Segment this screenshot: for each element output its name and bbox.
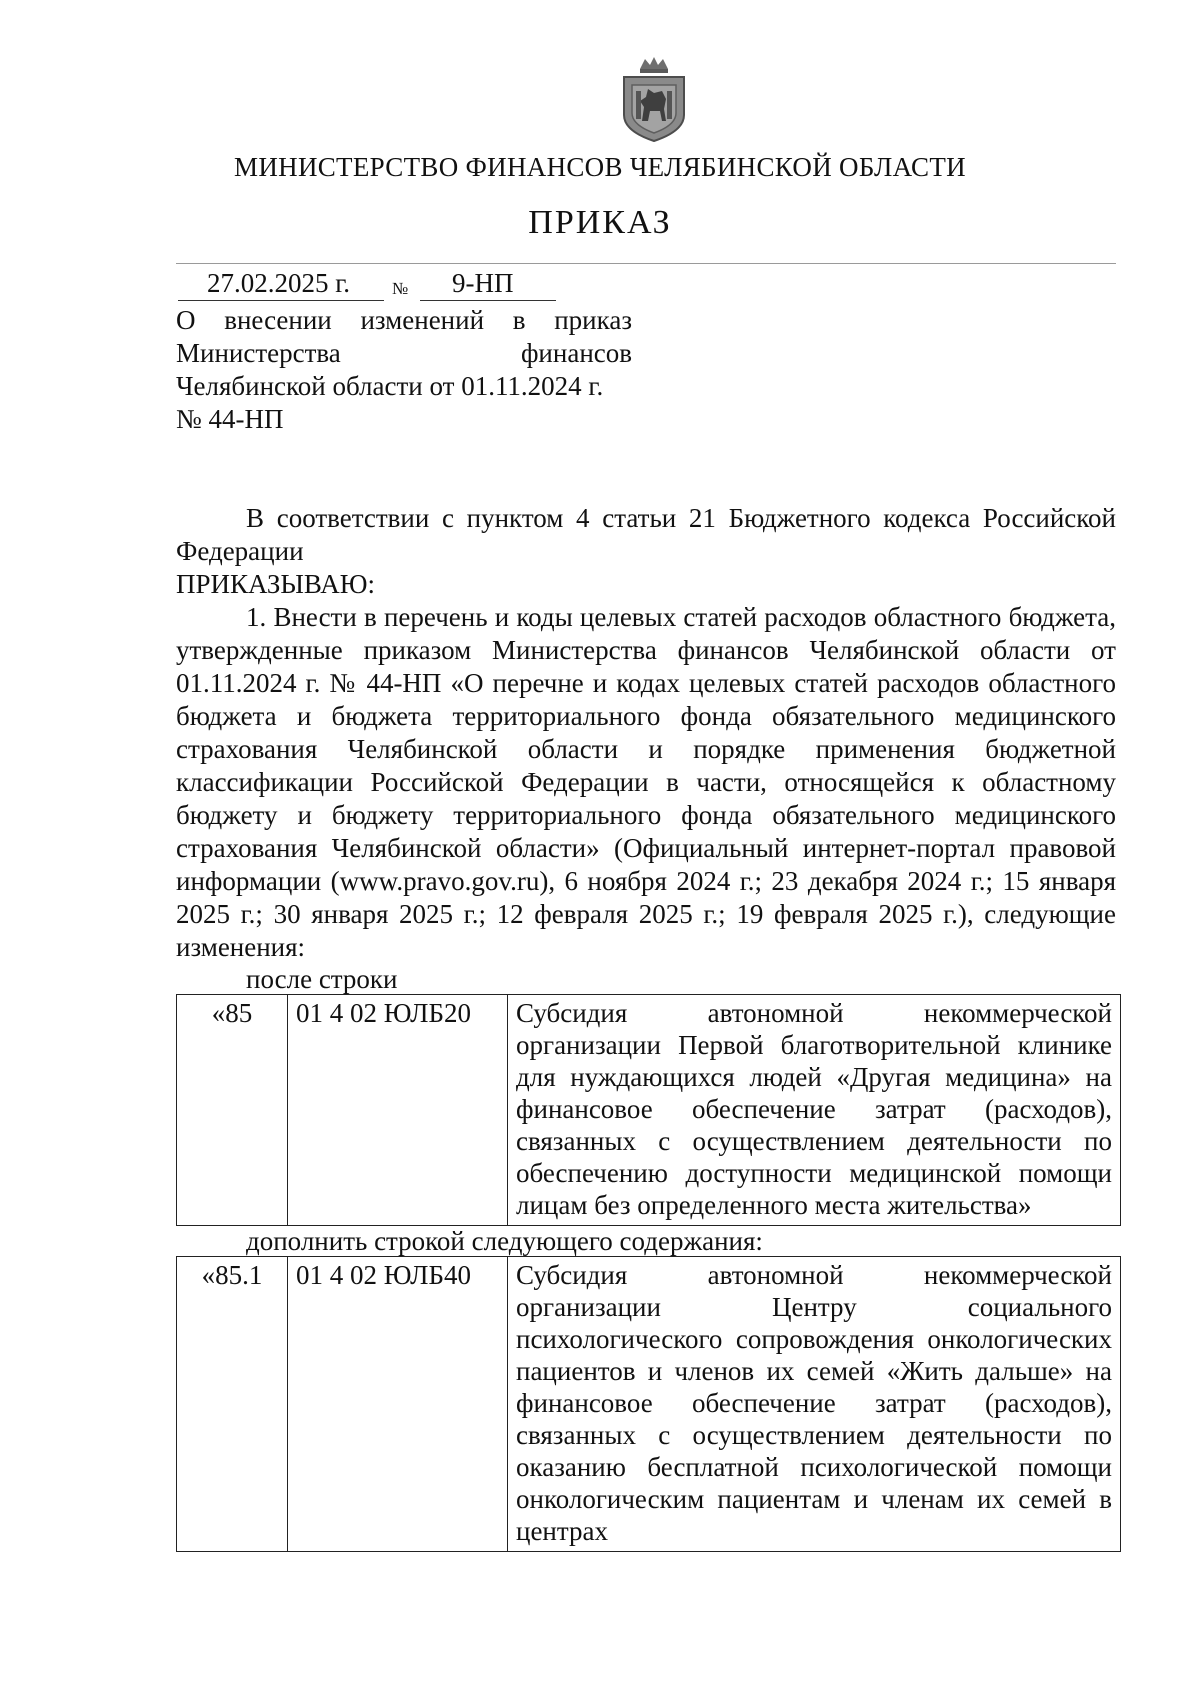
coat-of-arms-icon bbox=[618, 55, 690, 143]
table-row bbox=[177, 1257, 1121, 1552]
existing-row-table bbox=[176, 994, 1121, 1226]
after-row-note: после строки bbox=[246, 964, 398, 994]
row-text-cell: Субсидия автономной некоммерческой организации Центру социального психологического сопровождения онкологических пациентов и членов их семей «Жить дальше» на финансовое обеспечение затрат (расходов), связанных с осуществлением деятельности по оказанию бесплатной психологической помощи онкологическим пациентам и членам их семей в центрах bbox=[508, 1257, 1121, 1552]
subject-line: Челябинской области от 01.11.2024 г. bbox=[176, 371, 604, 401]
document-body bbox=[176, 502, 1116, 1552]
number-underline bbox=[420, 300, 556, 301]
date-underline bbox=[178, 300, 384, 301]
add-row-note: дополнить строкой следующего содержания: bbox=[246, 1226, 763, 1256]
number-sign: № bbox=[392, 279, 409, 298]
basis-paragraph: В соответствии с пунктом 4 статьи 21 Бюджетного кодекса Российской Федерации bbox=[176, 503, 1116, 566]
subject-line: Министерства финансов bbox=[176, 338, 632, 368]
item-1-paragraph: 1. Внести в перечень и коды целевых статей расходов областного бюджета, утвержденные приказом Министерства финансов Челябинской области от 01.11.2024 г. № 44-НП «О перечне и кодах целевых статей расходов областного бюджета и бюджета территориального фонда обязательного медицинского страхования Челябинской области и порядке применения бюджетной классификации Российской Федерации в части, относящейся к областному бюджету и бюджету территориального фонда обязательного медицинского страхования Челябинской области» (Официальный интернет-портал правовой информации (www.pravo.gov.ru), 6 ноября 2024 г.; 23 декабря 2024 г.; 15 января 2025 г.; 30 января 2025 г.; 12 февраля 2025 г.; 19 февраля 2025 г.), следующие изменения: bbox=[176, 602, 1116, 962]
new-row-table bbox=[176, 1256, 1121, 1552]
row-code-cell: 01 4 02 ЮЛБ20 bbox=[288, 995, 508, 1226]
document-type-title: ПРИКАЗ bbox=[528, 204, 672, 241]
table-row bbox=[177, 995, 1121, 1226]
document-number: 9-НП bbox=[452, 268, 514, 298]
subject-line: О внесении изменений в приказ bbox=[176, 305, 632, 335]
header-divider bbox=[176, 263, 1116, 264]
document-date: 27.02.2025 г. bbox=[207, 268, 351, 298]
row-number-cell: «85 bbox=[177, 995, 288, 1226]
row-number-cell: «85.1 bbox=[177, 1257, 288, 1552]
document-subject bbox=[176, 304, 632, 436]
subject-line: № 44-НП bbox=[176, 404, 284, 434]
ministry-name: МИНИСТЕРСТВО ФИНАНСОВ ЧЕЛЯБИНСКОЙ ОБЛАСТИ bbox=[234, 152, 966, 182]
row-code-cell: 01 4 02 ЮЛБ40 bbox=[288, 1257, 508, 1552]
row-text-cell: Субсидия автономной некоммерческой организации Первой благотворительной клинике для нуждающихся людей «Другая медицина» на финансовое обеспечение затрат (расходов), связанных с осуществлением деятельности по обеспечению доступности медицинской помощи лицам без определенного места жительства» bbox=[508, 995, 1121, 1226]
order-word: ПРИКАЗЫВАЮ: bbox=[176, 569, 375, 599]
